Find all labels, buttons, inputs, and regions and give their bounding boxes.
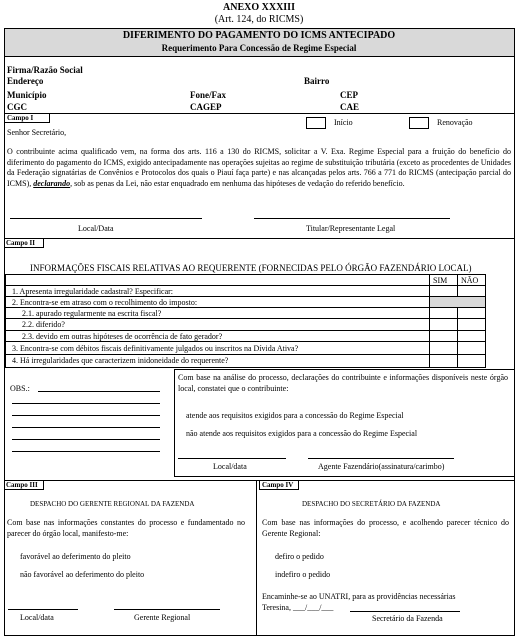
answer-yes-2-2[interactable] xyxy=(430,319,457,329)
unfavorable-option[interactable]: não favorável ao deferimento do pleito xyxy=(20,570,145,579)
district-field[interactable]: Bairro xyxy=(304,76,330,86)
request-text: O contribuinte acima qualificado vem, na forma dos arts. 116 a 130 do RICMS, solicitar a V. Exa. Regime Especial para a fruição do benefício do diferimento do pagamento do ICMS, exigido antecipadamente nas operações sujeitas ao regime de substituição tributária (exceto as procedentes de Unidades da Federação signatárias de Convênios e Protocolos dos quais o Piauí faça parte) e nas alcançadas pelos arts. 766 a 771 do RICMS (antecipação parcial do ICMS), declarando, sob as penas da Lei, não estar enquadrado em nenhuma das hipóteses de vedação do referido benefício. xyxy=(7,147,511,188)
answer-no-4[interactable] xyxy=(458,355,485,367)
obs-label: OBS.: xyxy=(10,384,30,393)
renewal-label: Renovação xyxy=(437,118,473,127)
divider xyxy=(4,238,515,239)
table-rule xyxy=(5,318,486,319)
titular-caption: Titular/Representante Legal xyxy=(306,224,396,233)
answer-yes-1[interactable] xyxy=(430,286,457,296)
annex-article: (Art. 124, do RICMS) xyxy=(214,14,304,25)
table-row: 2.2. diferido? xyxy=(22,320,65,329)
campo-iii-heading: DESPACHO DO GERENTE REGIONAL DA FAZENDA xyxy=(30,500,195,508)
table-row: 3. Encontra-se com débitos fiscais definitivamente julgados ou inscritos na Dívida Ativa? xyxy=(12,344,299,353)
table-rule xyxy=(5,330,486,331)
answer-yes-2-3[interactable] xyxy=(430,331,457,341)
campo-ii-label: Campo II xyxy=(6,239,35,247)
obs-line[interactable] xyxy=(12,415,160,416)
favorable-option[interactable]: favorável ao deferimento do pleito xyxy=(20,552,131,561)
table-row: 4. Há irregularidades que caracterizem inidoneidade do requerente? xyxy=(12,356,229,365)
column-divider xyxy=(256,480,257,636)
firm-name-field[interactable]: Firma/Razão Social xyxy=(7,65,83,75)
signature-line xyxy=(114,609,220,610)
local-date-caption: Local/data xyxy=(20,613,54,622)
signature-line xyxy=(10,218,202,219)
divider xyxy=(4,113,515,114)
answer-no-2-3[interactable] xyxy=(458,331,485,341)
answer-no-2-1[interactable] xyxy=(458,308,485,318)
secretary-signature-caption: Secretário da Fazenda xyxy=(372,614,443,623)
address-field[interactable]: Endereço xyxy=(7,76,44,86)
signature-line xyxy=(350,611,460,612)
table-row: 2.1. apurado regularmente na escrita fiscal? xyxy=(22,309,162,318)
obs-line[interactable] xyxy=(38,391,160,392)
yes-column-header: SIM xyxy=(433,276,448,285)
answer-yes-4[interactable] xyxy=(430,355,457,367)
obs-line[interactable] xyxy=(12,439,160,440)
place-date[interactable]: Teresina, ___/___/___ xyxy=(262,603,334,612)
local-date-caption: Local/Data xyxy=(78,224,114,233)
cae-field[interactable]: CAE xyxy=(340,102,360,112)
obs-line[interactable] xyxy=(12,403,160,404)
signature-line xyxy=(254,218,450,219)
greeting: Senhor Secretário, xyxy=(7,128,67,137)
answer-yes-3[interactable] xyxy=(430,342,457,353)
phone-field[interactable]: Fone/Fax xyxy=(190,90,226,100)
answer-no-2-2[interactable] xyxy=(458,319,485,329)
deny-option[interactable]: indefiro o pedido xyxy=(275,570,331,579)
campo-i-label: Campo I xyxy=(7,114,34,122)
local-date-caption: Local/data xyxy=(213,462,247,471)
campo-iii-label: Campo III xyxy=(6,481,38,489)
table-rule xyxy=(5,307,486,308)
obs-line[interactable] xyxy=(12,451,160,452)
meets-requirements-option[interactable]: atende aos requisitos exigidos para a concessão do Regime Especial xyxy=(186,411,404,420)
agent-signature-caption: Agente Fazendário(assinatura/carimbo) xyxy=(318,462,445,471)
grant-option[interactable]: defiro o pedido xyxy=(275,552,324,561)
form-title: DIFERIMENTO DO PAGAMENTO DO ICMS ANTECIPADO xyxy=(122,30,396,41)
renewal-checkbox[interactable] xyxy=(409,117,429,129)
table-rule xyxy=(5,354,486,355)
campo-iv-text: Com base nas informações do processo, e acolhendo parecer técnico do Gerente Regional: xyxy=(262,518,509,538)
signature-line xyxy=(8,609,78,610)
table-rule xyxy=(5,285,486,286)
not-meets-requirements-option[interactable]: não atende aos requisitos exigidos para a concessão do Regime Especial xyxy=(186,429,418,438)
answer-no-1[interactable] xyxy=(458,286,485,296)
table-rule xyxy=(5,341,486,342)
obs-line[interactable] xyxy=(12,427,160,428)
table-rule xyxy=(5,296,486,297)
start-checkbox[interactable] xyxy=(306,117,326,129)
signature-line xyxy=(308,458,454,459)
no-column-header: NÃO xyxy=(461,276,479,285)
table-row: 2.3. devido em outras hipóteses de ocorrência de fato gerador? xyxy=(22,332,223,341)
campo-iii-text: Com base nas informações constantes do processo e fundamentado no parecer do órgão local, manifesto-me: xyxy=(7,518,245,538)
cgc-field[interactable]: CGC xyxy=(7,102,27,112)
fiscal-info-heading: INFORMAÇÕES FISCAIS RELATIVAS AO REQUERENTE (FORNECIDAS PELO ÓRGÃO FAZENDÁRIO LOCAL) xyxy=(30,263,472,273)
forward-instruction: Encaminhe-se ao UNATRI, para as providências necessárias xyxy=(262,592,456,601)
divider xyxy=(4,56,515,57)
analysis-text: Com base na análise do processo, declarações do contribuinte e informações disponíveis neste órgão local, constatei que o contribuinte: xyxy=(178,373,508,393)
answer-yes-2-1[interactable] xyxy=(430,308,457,318)
city-field[interactable]: Município xyxy=(7,90,47,100)
start-label: Início xyxy=(334,118,353,127)
table-row: 1. Apresenta irregularidade cadastral? Especificar: xyxy=(12,287,174,296)
cagep-field[interactable]: CAGEP xyxy=(190,102,222,112)
gray-cell xyxy=(430,297,485,307)
campo-iv-label: Campo IV xyxy=(262,481,294,489)
table-row: 2. Encontra-se em atraso com o recolhimento do imposto: xyxy=(12,298,198,307)
form-subtitle: Requerimento Para Concessão de Regime Especial xyxy=(161,43,357,53)
answer-no-3[interactable] xyxy=(458,342,485,353)
campo-iv-heading: DESPACHO DO SECRETÁRIO DA FAZENDA xyxy=(302,500,441,508)
zip-field[interactable]: CEP xyxy=(340,90,358,100)
signature-line xyxy=(178,458,286,459)
annex-number: ANEXO XXXIII xyxy=(223,2,295,13)
manager-signature-caption: Gerente Regional xyxy=(134,613,191,622)
